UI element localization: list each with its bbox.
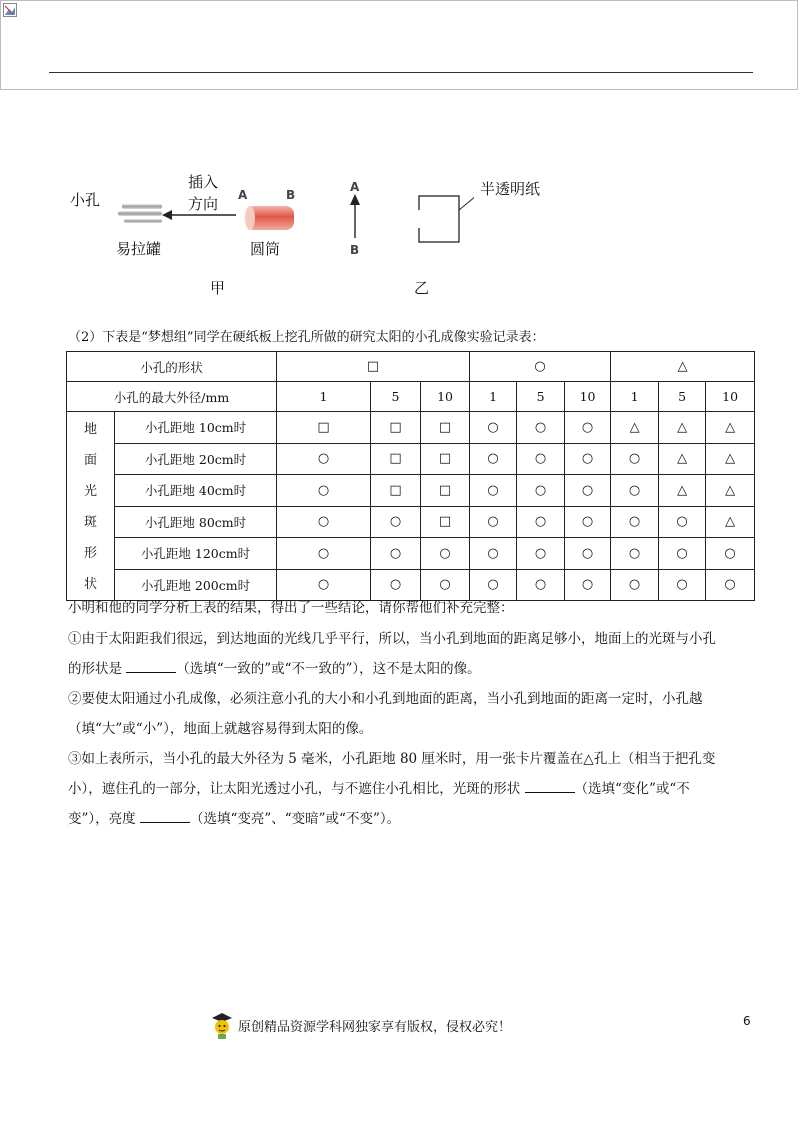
answer-blank-shape[interactable] bbox=[525, 779, 575, 793]
copyright-notice: 原创精品资源学科网独家享有版权，侵权必究！ bbox=[238, 1020, 512, 1035]
can-label: 易拉罐 bbox=[116, 240, 162, 258]
conclusion-3-line-1: ③如上表所示，当小孔的最大外径为 5 毫米，小孔距地 80 厘米时，用一张卡片覆盖在△孔上（相当于把孔变 bbox=[68, 751, 716, 767]
size-cell: 1 bbox=[611, 382, 659, 412]
size-cell: 5 bbox=[517, 382, 565, 412]
header-frame bbox=[0, 0, 798, 90]
caption-jia: 甲 bbox=[210, 279, 226, 297]
insert-label-1: 插入 bbox=[188, 173, 219, 191]
conclusion-1-line-2 bbox=[68, 659, 481, 679]
result-cell: □ bbox=[421, 443, 470, 475]
size-cell: 1 bbox=[277, 382, 371, 412]
result-cell: ○ bbox=[611, 538, 659, 570]
result-cell: ○ bbox=[470, 412, 517, 444]
result-cell: ○ bbox=[277, 475, 371, 507]
result-cell: ○ bbox=[565, 475, 611, 507]
shape-square-header: □ bbox=[277, 352, 470, 382]
result-cell: ○ bbox=[611, 443, 659, 475]
conclusion-3-brightness-prefix: 变”），亮度 bbox=[68, 811, 140, 827]
caption-yi: 乙 bbox=[414, 279, 430, 297]
result-cell: ○ bbox=[565, 569, 611, 601]
record-table bbox=[66, 351, 755, 601]
result-cell: ○ bbox=[470, 475, 517, 507]
mascot-logo-icon bbox=[210, 1012, 234, 1040]
shape-circle-header: ○ bbox=[470, 352, 611, 382]
table-row bbox=[67, 352, 755, 382]
table-row bbox=[67, 382, 755, 412]
can-drawing bbox=[110, 198, 166, 232]
result-cell: ○ bbox=[470, 538, 517, 570]
translucent-paper-drawing bbox=[414, 188, 474, 248]
shape-triangle-header: △ bbox=[611, 352, 755, 382]
result-cell: ○ bbox=[421, 538, 470, 570]
result-cell: ○ bbox=[611, 475, 659, 507]
result-cell: □ bbox=[421, 412, 470, 444]
paper-label: 半透明纸 bbox=[480, 180, 541, 198]
result-cell: ○ bbox=[277, 443, 371, 475]
result-cell: ○ bbox=[421, 569, 470, 601]
row-label: 小孔距地 20cm时 bbox=[115, 443, 277, 475]
result-cell: ○ bbox=[706, 569, 755, 601]
result-cell: □ bbox=[371, 443, 421, 475]
table-row bbox=[67, 538, 755, 570]
result-cell: ○ bbox=[371, 538, 421, 570]
result-cell: ○ bbox=[517, 506, 565, 538]
header-rule bbox=[49, 72, 753, 73]
result-cell: ○ bbox=[517, 443, 565, 475]
size-cell: 10 bbox=[706, 382, 755, 412]
result-cell: ○ bbox=[517, 569, 565, 601]
side-char: 斑 bbox=[83, 515, 97, 530]
side-char: 面 bbox=[83, 453, 97, 468]
size-cell: 10 bbox=[421, 382, 470, 412]
result-cell: ○ bbox=[565, 538, 611, 570]
answer-blank-1[interactable] bbox=[126, 659, 176, 673]
row-label: 小孔距地 120cm时 bbox=[115, 538, 277, 570]
row-label: 小孔距地 40cm时 bbox=[115, 475, 277, 507]
result-cell: □ bbox=[371, 412, 421, 444]
conclusion-1-prefix: 的形状是 bbox=[68, 661, 127, 677]
result-cell: ○ bbox=[611, 506, 659, 538]
table-row bbox=[67, 475, 755, 507]
insert-label-2: 方向 bbox=[188, 195, 219, 213]
result-cell: ○ bbox=[470, 506, 517, 538]
row-label: 小孔距地 10cm时 bbox=[115, 412, 277, 444]
result-cell: △ bbox=[706, 412, 755, 444]
conclusion-2-line-1: ②要使太阳通过小孔成像，必须注意小孔的大小和小孔到地面的距离，当小孔到地面的距离一定时，小孔越 bbox=[68, 691, 703, 707]
result-cell: ○ bbox=[659, 506, 706, 538]
side-label-cell bbox=[67, 412, 115, 601]
result-cell: ○ bbox=[470, 443, 517, 475]
conclusion-3-brightness-suffix: （选填“变亮”、“变暗”或“不变”）。 bbox=[189, 811, 401, 827]
result-cell: △ bbox=[659, 412, 706, 444]
arrow-bottom-b-label: B bbox=[350, 243, 360, 257]
result-cell: △ bbox=[706, 443, 755, 475]
analysis-intro: 小明和他的同学分析上表的结果，得出了一些结论，请你帮他们补充完整： bbox=[68, 600, 514, 616]
tube-drawing bbox=[242, 203, 298, 233]
table-row bbox=[67, 506, 755, 538]
result-cell: □ bbox=[421, 506, 470, 538]
conclusion-3-line-3 bbox=[68, 809, 400, 829]
table-row bbox=[67, 412, 755, 444]
side-char: 光 bbox=[83, 484, 97, 499]
result-cell: ○ bbox=[277, 538, 371, 570]
result-cell: ○ bbox=[517, 412, 565, 444]
result-cell: ○ bbox=[470, 569, 517, 601]
tube-end-b-label: B bbox=[286, 188, 296, 202]
row-label: 小孔距地 80cm时 bbox=[115, 506, 277, 538]
result-cell: ○ bbox=[611, 569, 659, 601]
size-cell: 1 bbox=[470, 382, 517, 412]
answer-blank-brightness[interactable] bbox=[140, 809, 190, 823]
result-cell: △ bbox=[706, 506, 755, 538]
result-cell: ○ bbox=[659, 569, 706, 601]
result-cell: ○ bbox=[565, 412, 611, 444]
size-cell: 10 bbox=[565, 382, 611, 412]
broken-image-icon bbox=[3, 3, 17, 17]
conclusion-2-line-2: （填“大”或“小”），地面上就越容易得到太阳的像。 bbox=[68, 721, 373, 737]
side-char: 状 bbox=[83, 577, 97, 592]
result-cell: ○ bbox=[371, 569, 421, 601]
result-cell: △ bbox=[706, 475, 755, 507]
result-cell: △ bbox=[659, 443, 706, 475]
result-cell: ○ bbox=[371, 506, 421, 538]
result-cell: □ bbox=[371, 475, 421, 507]
conclusion-1-line-1: ①由于太阳距我们很远，到达地面的光线几乎平行，所以，当小孔到地面的距离足够小，地面上的光斑与小孔 bbox=[68, 631, 716, 647]
insert-arrow bbox=[162, 209, 238, 221]
conclusion-1-suffix: （选填“一致的”或“不一致的”），这不是太阳的像。 bbox=[176, 661, 481, 677]
result-cell: ○ bbox=[277, 569, 371, 601]
table-row bbox=[67, 569, 755, 601]
hole-label: 小孔 bbox=[70, 191, 101, 209]
result-cell: ○ bbox=[659, 538, 706, 570]
size-cell: 5 bbox=[659, 382, 706, 412]
shape-header-cell: 小孔的形状 bbox=[67, 352, 277, 382]
page-number: 6 bbox=[743, 1014, 751, 1028]
result-cell: ○ bbox=[517, 538, 565, 570]
result-cell: □ bbox=[421, 475, 470, 507]
result-cell: ○ bbox=[565, 506, 611, 538]
size-header-cell: 小孔的最大外径/mm bbox=[67, 382, 277, 412]
result-cell: △ bbox=[659, 475, 706, 507]
result-cell: ○ bbox=[277, 506, 371, 538]
table-intro: （2）下表是“梦想组”同学在硬纸板上挖孔所做的研究太阳的小孔成像实验记录表： bbox=[68, 330, 545, 345]
result-cell: ○ bbox=[706, 538, 755, 570]
tube-label: 圆筒 bbox=[250, 240, 281, 258]
arrow-top-a-label: A bbox=[350, 180, 360, 194]
result-cell: □ bbox=[277, 412, 371, 444]
table-row bbox=[67, 443, 755, 475]
side-char: 形 bbox=[83, 546, 97, 561]
conclusion-3-suffix: （选填“变化”或“不 bbox=[574, 781, 690, 797]
conclusion-3-prefix: 小），遮住孔的一部分，让太阳光透过小孔，与不遮住小孔相比，光斑的形状 bbox=[68, 781, 525, 797]
tube-end-a-label: A bbox=[238, 188, 248, 202]
side-char: 地 bbox=[83, 422, 97, 437]
size-cell: 5 bbox=[371, 382, 421, 412]
result-cell: ○ bbox=[517, 475, 565, 507]
result-cell: △ bbox=[611, 412, 659, 444]
conclusion-3-line-2 bbox=[68, 779, 690, 799]
row-label: 小孔距地 200cm时 bbox=[115, 569, 277, 601]
a-b-arrow bbox=[348, 194, 362, 240]
result-cell: ○ bbox=[565, 443, 611, 475]
